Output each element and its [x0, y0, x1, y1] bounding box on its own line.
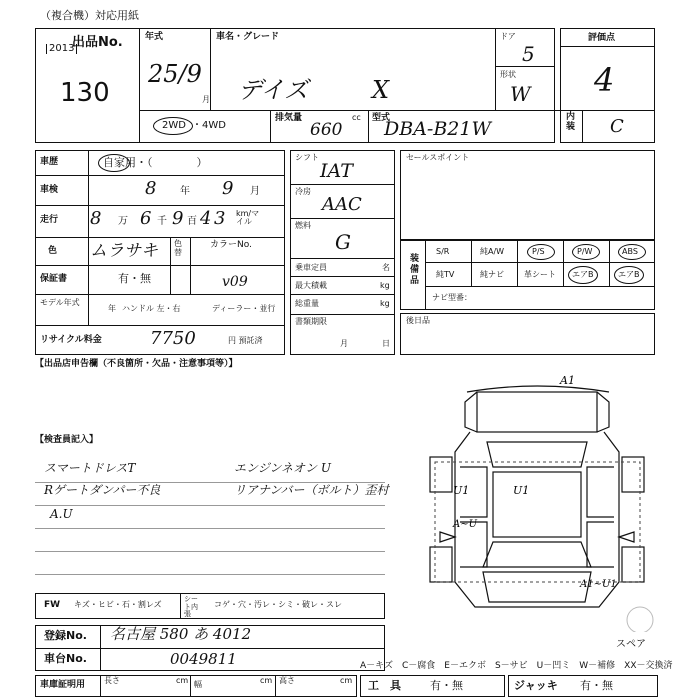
mileage-sen: 6 [140, 208, 152, 229]
interior-label: 内装 [566, 112, 576, 132]
car-name-label: 車名・グレード [216, 32, 280, 42]
shift-value: IAT [320, 160, 353, 182]
shape-label: 形状 [500, 70, 516, 79]
drive-2wd: 2WD [162, 120, 186, 131]
after-install-label: 後日品 [406, 316, 430, 325]
mileage-ten: 4 [200, 208, 212, 229]
load-unit: kg [380, 281, 390, 290]
after-install-box [400, 313, 655, 355]
inspection-label: 車検 [40, 185, 59, 195]
doc-deadline-label: 書類期限 [295, 317, 327, 326]
color-change-label: 色替 [174, 239, 182, 257]
condition-codes: A－キズ C－腐食 E－エクボ S－サビ U－凹ミ W－補修 XX－交換済 [360, 661, 673, 671]
door-value: 5 [522, 42, 535, 66]
model-year-unit: 年 [108, 304, 116, 313]
handle: ハンドル 左・右 [122, 304, 181, 313]
seller-note-label: 【出品店申告欄（不良箇所・欠品・注意事項等）】 [35, 359, 238, 369]
nenshiki-label: 年式 [145, 32, 164, 42]
recycle-suffix: 円 預託済 [228, 336, 263, 345]
navi-model-label: ナビ型番： [432, 293, 472, 302]
recycle-label: リサイクル料金 [40, 335, 102, 345]
cert-height: 高さ [279, 676, 295, 685]
warranty-label: 保証書 [40, 274, 68, 284]
tools-value: 有・無 [430, 679, 463, 692]
equip-leather: 革シート [524, 270, 556, 279]
legend-seat: シート内張 [184, 595, 198, 619]
dealer: ディーラー・並行 [212, 304, 276, 313]
car-damage-diagram [405, 372, 670, 632]
lot-year-stamp: 2013 [46, 44, 77, 54]
equip-abs: ABS [622, 247, 638, 256]
drive-4wd: ・4WD [192, 120, 226, 131]
warranty-value: 有・無 [118, 272, 151, 285]
fuel-value: G [335, 230, 351, 254]
inspection-year: 8 [145, 178, 157, 199]
legend-fw-text: キズ・ヒビ・石・割レズ [74, 600, 162, 609]
displacement-label: 排気量 [275, 113, 303, 123]
mileage-unit: km/マイル [236, 209, 260, 226]
jack-value: 有・無 [580, 679, 613, 692]
color-no-label: カラーNo. [210, 240, 252, 250]
equip-navi: 純ナビ [480, 270, 504, 279]
inspector-label: 【検査員記入】 [35, 435, 99, 445]
cert-cm1: cm [176, 676, 189, 685]
sales-point-label: セールスポイント [406, 153, 470, 162]
mileage-label: 走行 [40, 215, 59, 225]
inspector-note-4: エンジンネオン U [234, 461, 331, 475]
legend-fw: FW [44, 600, 61, 610]
diagram-mark-3: U1 [513, 484, 530, 497]
equip-aw: 純A/W [480, 247, 505, 256]
weight-label: 総重量 [295, 299, 319, 308]
spare-tire-icon [627, 607, 653, 632]
lot-number: 130 [60, 78, 110, 108]
aircon-label: 冷房 [295, 187, 311, 196]
registration-value: 名古屋 580 あ 4012 [110, 625, 252, 643]
spare-label: スペア [616, 639, 646, 650]
color-value: ムラサキ [90, 241, 158, 261]
inspection-year-unit: 年 [180, 186, 190, 197]
score-label: 評価点 [588, 33, 616, 43]
equip-airbag2: エアB [618, 270, 640, 279]
interior-value: C [610, 116, 624, 137]
nenshiki-value: 25/9 [148, 60, 202, 88]
jack-label: ジャッキ [514, 679, 558, 692]
weight-unit: kg [380, 299, 390, 308]
nenshiki-month: 月 [202, 95, 210, 104]
model-type-value: DBA-B21W [384, 118, 492, 140]
diagram-mark-5: A1~U1 [580, 579, 617, 590]
diagram-mark-1: A1 [560, 374, 575, 387]
fuel-label: 燃料 [295, 221, 311, 230]
mileage-man: 8 [90, 208, 102, 229]
car-grade: X [372, 76, 390, 104]
diagram-mark-4: A~U [453, 519, 478, 530]
header-text: （複合機）対応用紙 [40, 9, 139, 22]
equip-ps: P/S [532, 247, 545, 256]
doc-deadline-day: 日 [382, 339, 390, 348]
load-label: 最大積載 [295, 281, 327, 290]
cert-cm3: cm [340, 676, 353, 685]
shape-value: W [510, 82, 531, 106]
history-value: 自家用・（ ） [103, 156, 208, 169]
color-label: 色 [48, 246, 58, 256]
doc-deadline-month: 月 [340, 339, 348, 348]
color-no-value: v09 [222, 274, 248, 290]
mileage-man-unit: 万 [118, 216, 128, 227]
door-label: ドア [500, 32, 516, 41]
chassis-label: 車台No. [44, 652, 87, 665]
sales-point-box [400, 150, 655, 240]
inspector-note-5: リアナンバー（ボルト）歪村 [234, 483, 389, 497]
equip-airbag1: エアB [572, 270, 594, 279]
score-value: 4 [594, 61, 615, 99]
inspector-note-2: Rゲートダンパー不良 [44, 483, 161, 497]
history-label: 車歴 [40, 157, 59, 167]
shift-label: シフト [295, 153, 319, 162]
recycle-value: 7750 [150, 328, 196, 349]
cert-cm2: cm [260, 676, 273, 685]
equipment-label: 装備品 [410, 254, 420, 286]
cert-width: 幅 [194, 680, 202, 689]
displacement-unit: cc [352, 113, 361, 122]
equip-tv: 純TV [436, 270, 455, 279]
legend-seat-text: コゲ・穴・汚レ・シミ・破レ・スレ [214, 600, 342, 609]
capacity-label: 乗車定員 [295, 263, 327, 272]
lot-label: 出品No. [72, 35, 123, 50]
mileage-sen-unit: 千 [157, 216, 167, 227]
model-year-label: モデル年式 [40, 298, 80, 307]
equip-sr: S/R [436, 247, 450, 256]
capacity-unit: 名 [382, 263, 390, 272]
mileage-hyaku-unit: 百 [187, 216, 197, 227]
mileage-hyaku: 9 [172, 208, 184, 229]
aircon-value: AAC [322, 194, 362, 215]
chassis-value: 0049811 [170, 650, 237, 668]
diagram-mark-2: U1 [453, 484, 470, 497]
inspector-note-3: A.U [50, 507, 73, 521]
mileage-ones: 3 [214, 208, 226, 229]
equip-pw: P/W [577, 247, 593, 256]
tools-label: 工 具 [368, 679, 401, 692]
inspection-month-unit: 月 [250, 186, 260, 197]
cert-length: 長さ [104, 676, 120, 685]
model-type-label: 型式 [372, 113, 391, 123]
registration-label: 登録No. [44, 629, 87, 642]
displacement-value: 660 [310, 120, 343, 140]
inspector-note-1: スマートドレスT [44, 461, 136, 475]
certificate-label: 車庫証明用 [40, 680, 86, 690]
inspection-month: 9 [222, 178, 234, 199]
car-model: デイズ [238, 76, 309, 104]
